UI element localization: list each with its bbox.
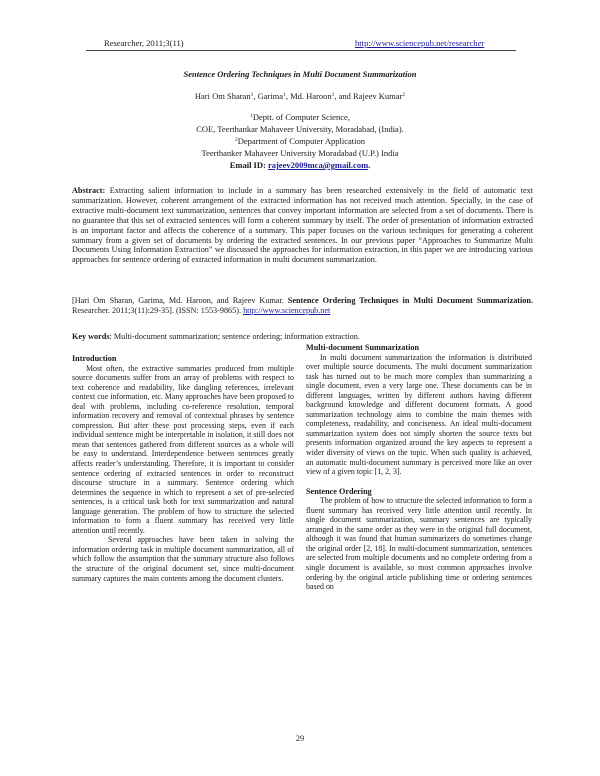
page-number: 29	[295, 734, 305, 743]
paragraph: Several approaches have been taken in solving the information ordering task in multiple document summarization, all of which follow the assumption that the summary structure also follows the structure of the original document set, since multi-document summary captures the main contents among the document clusters.	[72, 535, 294, 583]
right-column	[306, 343, 532, 592]
affiliation-text: Deptt. of Computer Science,	[252, 112, 350, 122]
affiliation-line	[0, 136, 600, 146]
author-affiliation-mark: 1	[250, 92, 254, 98]
author-name: Hari Om Sharan	[194, 91, 251, 101]
journal-url-link[interactable]: http://www.sciencepub.net/researcher	[355, 38, 485, 48]
abstract-text: Extracting salient information to include in a summary has been researched extensively in the field of automatic text summarization. However, coherent arrangement of the extracted information has not received much attention. Specially, in the case of extractive multi-document text summarization, sentences that convey important information are selected from a set of documents. There is no guarantee that this set of extracted sentences will form a coherent summary by itself. The order of presentation of information extracted is an important factor and affects the coherence of a summary. This paper focuses on the various techniques for generating a coherent summary from a given set of documents by ordering the extracted sentences. In our previous paper “Approaches to Summarize Multi Documents Using Information Extraction” we discussed the approaches for information extraction, in this paper we are introducing various approaches for sentence ordering of extracted information in multi document summarization.	[72, 186, 533, 265]
abstract-label: Abstract:	[72, 186, 106, 195]
author-name: Garima	[257, 91, 284, 101]
affiliation-text: Department of Computer Application	[237, 136, 365, 146]
author-name: Md. Haroon	[290, 91, 332, 101]
header-divider	[86, 50, 516, 51]
email-link[interactable]: rajeev2009mca@gmail.com	[267, 160, 369, 170]
affiliation-mark: 1	[250, 113, 253, 119]
section-heading-sentence-ordering: Sentence Ordering	[306, 486, 372, 496]
keywords	[72, 332, 360, 341]
author-list	[0, 91, 600, 101]
author-affiliation-mark: 1	[331, 92, 335, 98]
paragraph: Most often, the extractive summaries produced from multiple source documents suffer from an array of problems with respect to text coherence and readability, like dangling references, irrelevant context cue information, etc. Many approaches have been proposed to deal with problems, including co-reference resolution, temporal information recovery and removal of contextual phrases by sentence compression. But after these post processing steps, even if each individual sentence might be interpretable in isolation, it still does not mean that sentences gathered from different sources as a whole will be easy to understand. Interdependence between sentences greatly affects reader’s understanding. Therefore, it is important to consider sentence ordering of extracted sentences in order to reconstruct discourse structure in a summary. Sentence ordering which determines the sequence in which to represent a set of pre-selected sentences, is a critical task both for text summarization and natural language generation. The problem of how to structure the selected information to form a fluent summary has received very little attention until recently.	[72, 363, 294, 535]
left-column	[72, 354, 294, 583]
email-label: Email ID:	[229, 160, 268, 170]
paragraph: The problem of how to structure the selected information to form a fluent summary has received very little attention until recently. In single document summarization, summary sentences are typically arranged in the same order as they were in the original full document, although it was found that human summarizers do sometimes change the original order [2, 18]. In multi-document summarization, sentences are selected from multiple documents and no complete ordering from a single document is available, so most common approaches involve ordering by the original article publishing time or ordering sentences based on	[306, 496, 532, 592]
citation-url-link[interactable]: http://www.sciencepub.net	[243, 305, 331, 315]
author-affiliation-mark: 2	[402, 92, 406, 98]
paragraph: In multi document summarization the information is distributed over multiple source documents. The multi document summarization task has turned out to be much more complex than summarizing a single document, even a very large one. These documents can be in different languages, written by different authors having different background knowledge and different document formats. A good summarization technology aims to combine the main themes with completeness, readability, and conciseness. An ideal multi-document summarization system does not simply shorten the source texts but presents information organized around the key aspects to represent a wider diversity of views on the topic. When such quality is achieved, an automatic multi-document summary is perceived more like an over view of a given topic [1, 2, 3].	[306, 352, 532, 477]
citation-details: Researcher. 2011;3(11):29-35]. (ISSN: 1553-9865).	[72, 305, 244, 315]
citation	[72, 296, 533, 316]
citation-authors: [Hari Om Sharan, Garima, Md. Haroon, and Rajeev Kumar.	[72, 296, 288, 305]
section-heading-multi-document: Multi-document Summarization	[306, 343, 420, 352]
section-spacer	[306, 477, 532, 487]
email-line	[0, 160, 600, 170]
abstract	[72, 186, 533, 265]
keywords-text: : Multi-document summarization; sentence ordering; information extraction.	[109, 332, 360, 341]
keywords-label: Key words	[72, 332, 110, 341]
affiliation-mark: 2	[235, 137, 238, 143]
affiliation-line	[0, 112, 600, 122]
citation-title: Sentence Ordering Techniques in Multi Document Summarization.	[287, 296, 534, 305]
author-affiliation-mark: 1	[283, 92, 286, 98]
author-separator: ,	[253, 91, 258, 101]
paper-title: Sentence Ordering Techniques in Multi Document Summarization	[183, 69, 417, 79]
section-heading-introduction: Introduction	[72, 354, 117, 363]
author-separator: ,	[285, 91, 291, 101]
affiliation-line: Teerthanker Mahaveer University Moradabad (U.P.) India	[201, 148, 399, 158]
journal-citation: Researcher, 2011;3(11)	[104, 38, 184, 48]
author-separator: , and	[334, 91, 354, 101]
affiliation-line: COE, Teerthankar Mahaveer University, Moradabad, (India).	[196, 124, 404, 134]
email-end: .	[368, 160, 371, 170]
author-name: Rajeev Kumar	[353, 91, 403, 101]
